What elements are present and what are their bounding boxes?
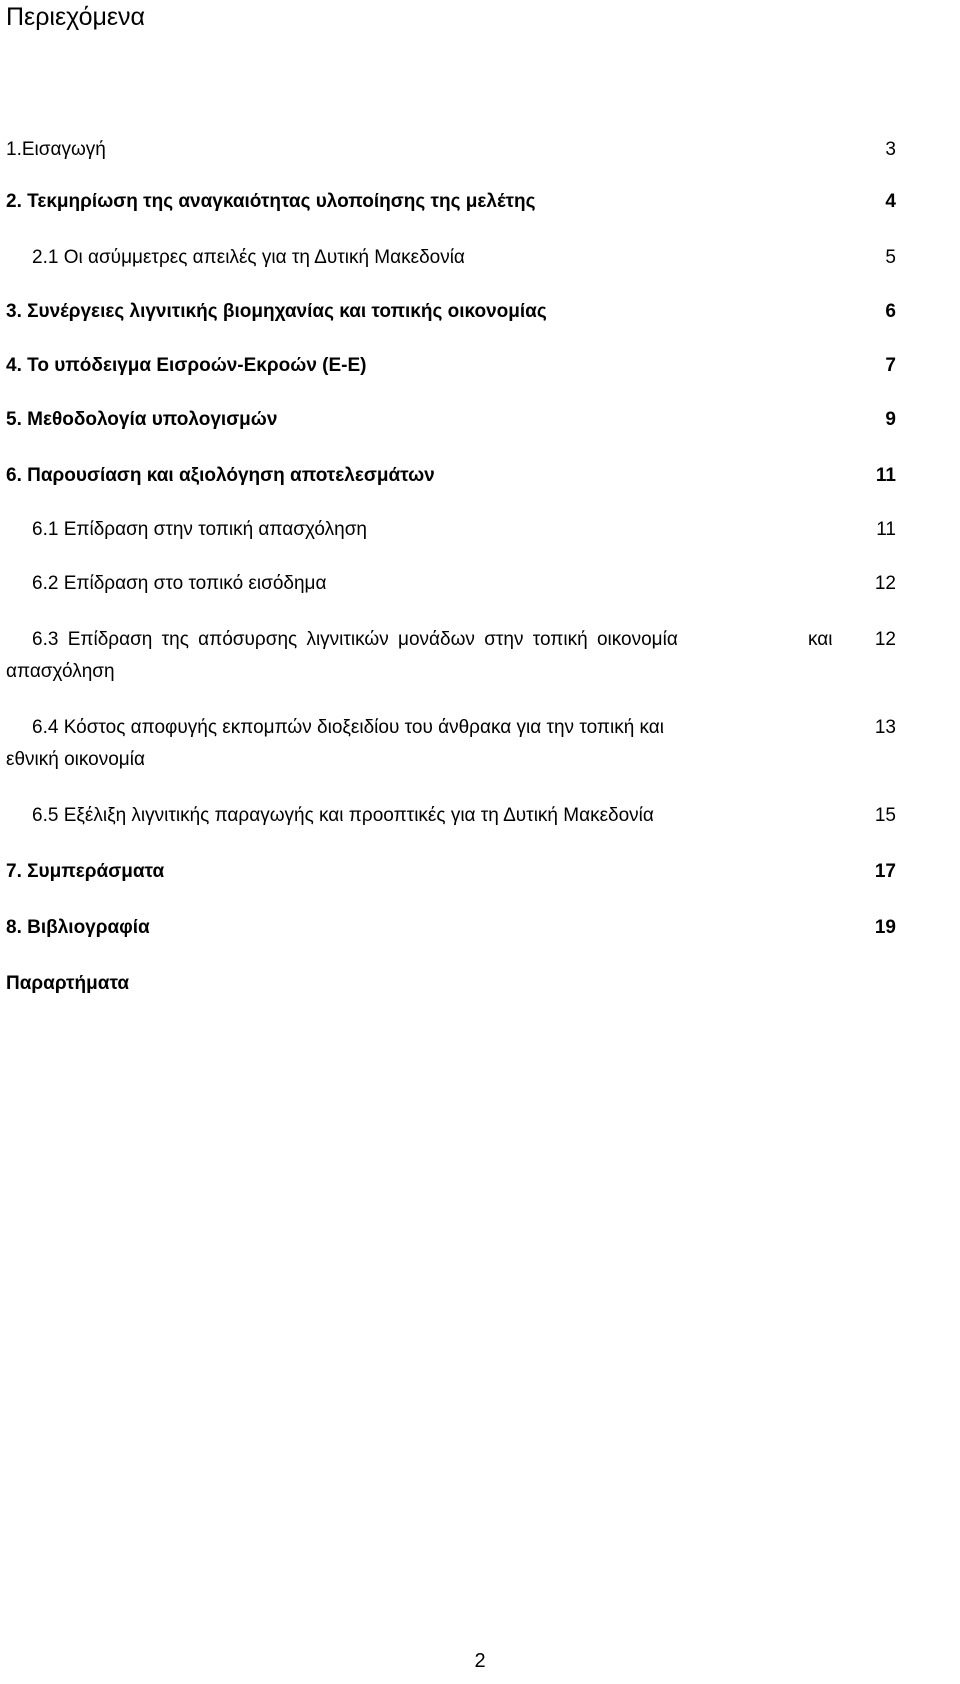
toc-entry-label: 6.1 Επίδραση στην τοπική απασχόληση [32, 519, 367, 540]
toc-entry-label: 6. Παρουσίαση και αξιολόγηση αποτελεσμάτων [6, 465, 435, 486]
toc-entry-label-line1: 6.4 Κόστος αποφυγής εκπομπών διοξειδίου του άνθρακα για την τοπική και [32, 717, 665, 738]
page-number: 2 [474, 1650, 486, 1672]
toc-entry-page: 7 [885, 355, 896, 376]
toc-entry-page: 9 [885, 409, 896, 430]
toc-entry-label-line2: απασχόληση [6, 661, 115, 682]
toc-entry-page: 11 [875, 465, 896, 486]
toc-entry-label: 4. Το υπόδειγμα Εισροών-Εκροών (Ε-Ε) [6, 355, 367, 376]
toc-entry-page: 6 [885, 301, 896, 322]
toc-entry-label: Παραρτήματα [6, 973, 130, 994]
toc-entry-label: 6.2 Επίδραση στο τοπικό εισόδημα [32, 573, 327, 594]
toc-entry-label-line1-tail: και [808, 629, 833, 650]
toc-entry-page: 15 [874, 805, 896, 826]
toc-entry-label: 2.1 Οι ασύμμετρες απειλές για τη Δυτική Μακεδονία [32, 247, 465, 268]
toc-entry-label: 8. Βιβλιογραφία [6, 917, 150, 938]
page-title: Περιεχόμενα [6, 3, 145, 31]
toc-entry-page: 5 [885, 247, 896, 268]
toc-entry-page: 12 [874, 629, 896, 650]
toc-entry-withdrawal-effect[interactable] [0, 624, 960, 694]
toc-entry-label: 2. Τεκμηρίωση της αναγκαιότητας υλοποίησης της μελέτης [6, 191, 536, 212]
toc-entry-label-line1: 6.3 Επίδραση της απόσυρσης λιγνιτικών μονάδων στην τοπική οικονομία [32, 629, 678, 650]
toc-entry-page: 4 [885, 191, 896, 212]
toc-entry-page: 3 [885, 139, 896, 160]
toc-entry-label: 3. Συνέργειες λιγνιτικής βιομηχανίας και τοπικής οικονομίας [6, 301, 547, 322]
toc-entry-label: 7. Συμπεράσματα [6, 861, 165, 882]
toc-entry-page: 13 [874, 717, 896, 738]
toc-entry-page: 12 [874, 573, 896, 594]
toc-entry-page: 19 [874, 917, 896, 938]
toc-entry-label-line2: εθνική οικονομία [6, 749, 145, 770]
toc-entry-emission-cost[interactable] [0, 712, 960, 782]
toc-entry-label: 1.Εισαγωγή [6, 139, 106, 160]
toc-entry-page: 11 [876, 519, 896, 540]
toc-entry-page: 17 [874, 861, 896, 882]
toc-entry-label: 6.5 Εξέλιξη λιγνιτικής παραγωγής και προοπτικές για τη Δυτική Μακεδονία [32, 805, 654, 826]
toc-entry-label: 5. Μεθοδολογία υπολογισμών [6, 409, 278, 430]
